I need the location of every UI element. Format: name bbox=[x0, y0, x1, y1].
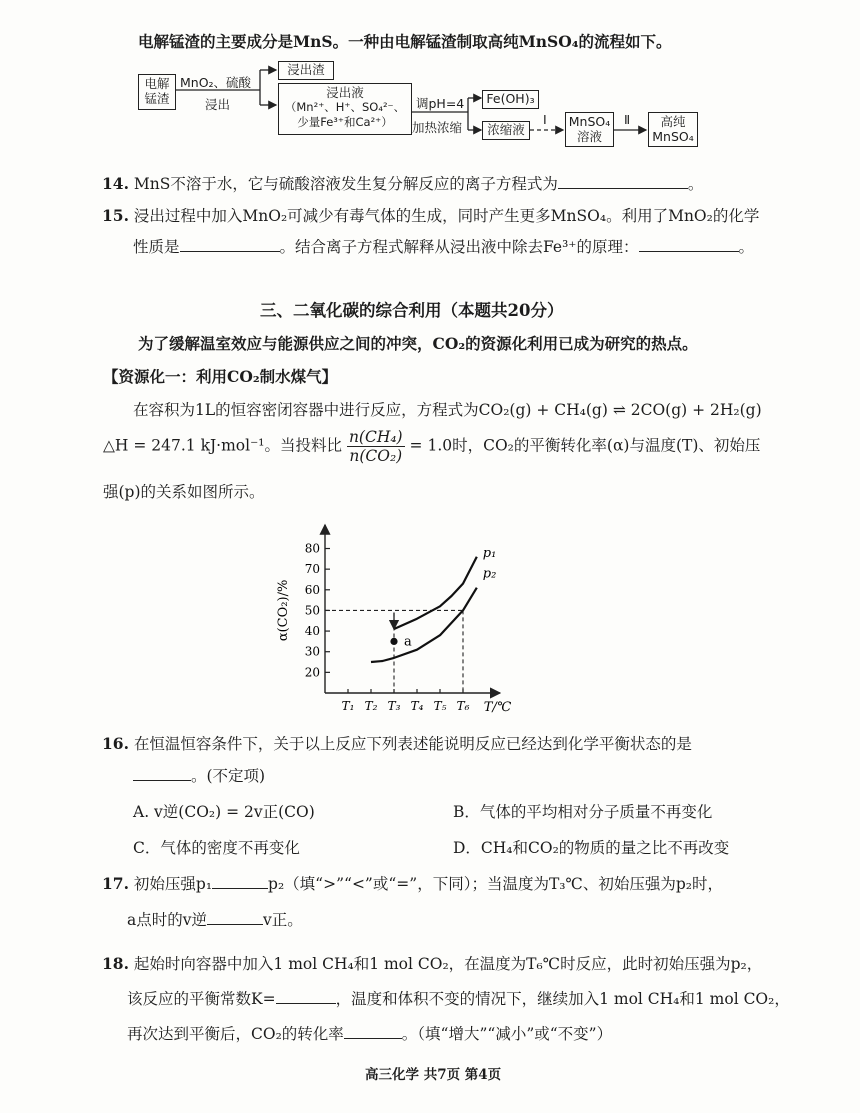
question-16-blank-line: 。(不定项) bbox=[133, 764, 265, 786]
x-tick-label: T₃ bbox=[387, 699, 401, 713]
flow-op1: Ⅰ bbox=[543, 112, 547, 127]
flow-step2-bottom: 加热浓缩 bbox=[412, 120, 463, 135]
answer-blank[interactable] bbox=[558, 174, 688, 189]
flow-product-box: 高纯 MnSO₄ bbox=[648, 112, 698, 147]
answer-blank[interactable] bbox=[133, 766, 191, 781]
x-axis-label: T/℃ bbox=[483, 700, 512, 715]
question-14: 14. MnS不溶于水，它与硫酸溶液发生复分解反应的离子方程式为 。 bbox=[102, 174, 704, 193]
subsection-title: 【资源化一：利用CO₂制水煤气】 bbox=[103, 367, 338, 386]
option-c[interactable]: C．气体的密度不再变化 bbox=[133, 839, 300, 857]
flow-op2: Ⅱ bbox=[624, 112, 631, 127]
page-footer: 高三化学 共7页 第4页 bbox=[365, 1067, 502, 1083]
figure-reference: 强(p)的关系如图所示。 bbox=[103, 483, 265, 501]
question-18: 18. 起始时向容器中加入1 mol CH₄和1 mol CO₂，在温度为T₆℃时反应，此时初始压强为p₂， bbox=[102, 954, 763, 973]
flow-concentrate-box: 浓缩液 bbox=[482, 121, 530, 140]
y-tick-label: 20 bbox=[304, 665, 320, 680]
series-curve bbox=[371, 588, 477, 662]
reaction-equation: 在容积为1L的恒容密闭容器中进行反应，方程式为CO₂(g) + CH₄(g) ⇌ 2CO(g) + 2H₂(g) bbox=[133, 401, 762, 419]
y-tick-label: 30 bbox=[304, 644, 320, 659]
intro-text: 电解锰渣的主要成分是MnS。一种由电解锰渣制取高纯MnSO₄的流程如下。 bbox=[138, 32, 672, 51]
x-tick-label: T₆ bbox=[456, 699, 470, 713]
series-label: p₂ bbox=[482, 566, 497, 582]
question-15: 15. 浸出过程中加入MnO₂可减少有毒气体的生成，同时产生更多MnSO₄。利用了MnO₂的化学 bbox=[102, 206, 760, 225]
section-intro: 为了缓解温室效应与能源供应之间的冲突，CO₂的资源化利用已成为研究的热点。 bbox=[138, 334, 698, 353]
x-tick-label: T₅ bbox=[433, 699, 447, 713]
answer-blank[interactable] bbox=[180, 237, 280, 252]
x-tick-label: T₁ bbox=[341, 699, 355, 713]
option-b[interactable]: B．气体的平均相对分子质量不再变化 bbox=[453, 803, 713, 821]
conversion-chart bbox=[270, 520, 560, 720]
series-label: p₁ bbox=[482, 545, 497, 561]
answer-blank[interactable] bbox=[276, 989, 336, 1004]
answer-blank[interactable] bbox=[207, 910, 263, 925]
y-tick-label: 50 bbox=[304, 603, 320, 618]
feed-ratio-fraction: $\frac{\text{n(CH₄)}}{\text{n(CO₂)}}$ bbox=[348, 428, 403, 465]
flow-start-box: 电解 锰渣 bbox=[138, 74, 176, 110]
flow-feoh3-box: Fe(OH)₃ bbox=[482, 90, 539, 109]
section-title: 三、二氧化碳的综合利用（本题共20分） bbox=[260, 301, 564, 320]
flow-residue-box: 浸出渣 bbox=[278, 61, 334, 80]
x-tick-label: T₄ bbox=[410, 699, 424, 713]
point-a bbox=[390, 638, 397, 645]
question-16: 16. 在恒温恒容条件下，关于以上反应下列表述能说明反应已经达到化学平衡状态的是 bbox=[102, 734, 692, 753]
answer-blank[interactable] bbox=[212, 874, 268, 889]
y-tick-label: 60 bbox=[304, 582, 320, 597]
y-tick-label: 80 bbox=[304, 541, 320, 556]
y-tick-label: 40 bbox=[304, 624, 320, 639]
flow-arrows bbox=[0, 0, 860, 160]
option-d[interactable]: D．CH₄和CO₂的物质的量之比不再改变 bbox=[453, 839, 730, 857]
y-axis-label: α(CO₂)/% bbox=[276, 579, 291, 642]
flow-leachate-box: 浸出液 （Mn²⁺、H⁺、SO₄²⁻、 少量Fe³⁺和Ca²⁺） bbox=[278, 83, 412, 135]
series-curve bbox=[394, 557, 477, 629]
x-tick-label: T₂ bbox=[364, 699, 378, 713]
flow-step1-top: MnO₂、硫酸 bbox=[180, 75, 252, 90]
y-tick-label: 70 bbox=[304, 562, 320, 577]
enthalpy-line: △H = 247.1 kJ·mol⁻¹。当投料比 $\frac{\text{n(CH₄)}}{\text{n(CO₂)}}$ = 1.0时，CO₂的平衡转化率(α)与温度(T)、初始压 bbox=[103, 428, 761, 465]
flow-step2-top: 调pH=4 bbox=[416, 96, 465, 111]
flow-step1-bottom: 浸出 bbox=[205, 97, 231, 112]
answer-blank[interactable] bbox=[344, 1024, 402, 1039]
question-17-line2: a点时的v逆 v正。 bbox=[127, 911, 303, 929]
option-a[interactable]: A. v逆(CO₂) = 2v正(CO) bbox=[133, 803, 315, 821]
question-15-line2: 性质是 。结合离子方程式解释从浸出液中除去Fe³⁺的原理： 。 bbox=[133, 238, 755, 256]
flow-mnso4-box: MnSO₄ 溶液 bbox=[565, 112, 614, 147]
question-17: 17. 初始压强p₁ p₂（填“>”“<”或“=”，下同）；当温度为T₃℃、初始压强为p₂时， bbox=[102, 874, 723, 893]
answer-blank[interactable] bbox=[639, 237, 739, 252]
question-18-line3: 再次达到平衡后，CO₂的转化率 。（填“增大”“减小”或“不变”） bbox=[127, 1025, 613, 1043]
point-a-label: a bbox=[404, 634, 412, 650]
question-18-line2: 该反应的平衡常数K= ，温度和体积不变的情况下，继续加入1 mol CH₄和1 mol CO₂， bbox=[127, 990, 790, 1008]
